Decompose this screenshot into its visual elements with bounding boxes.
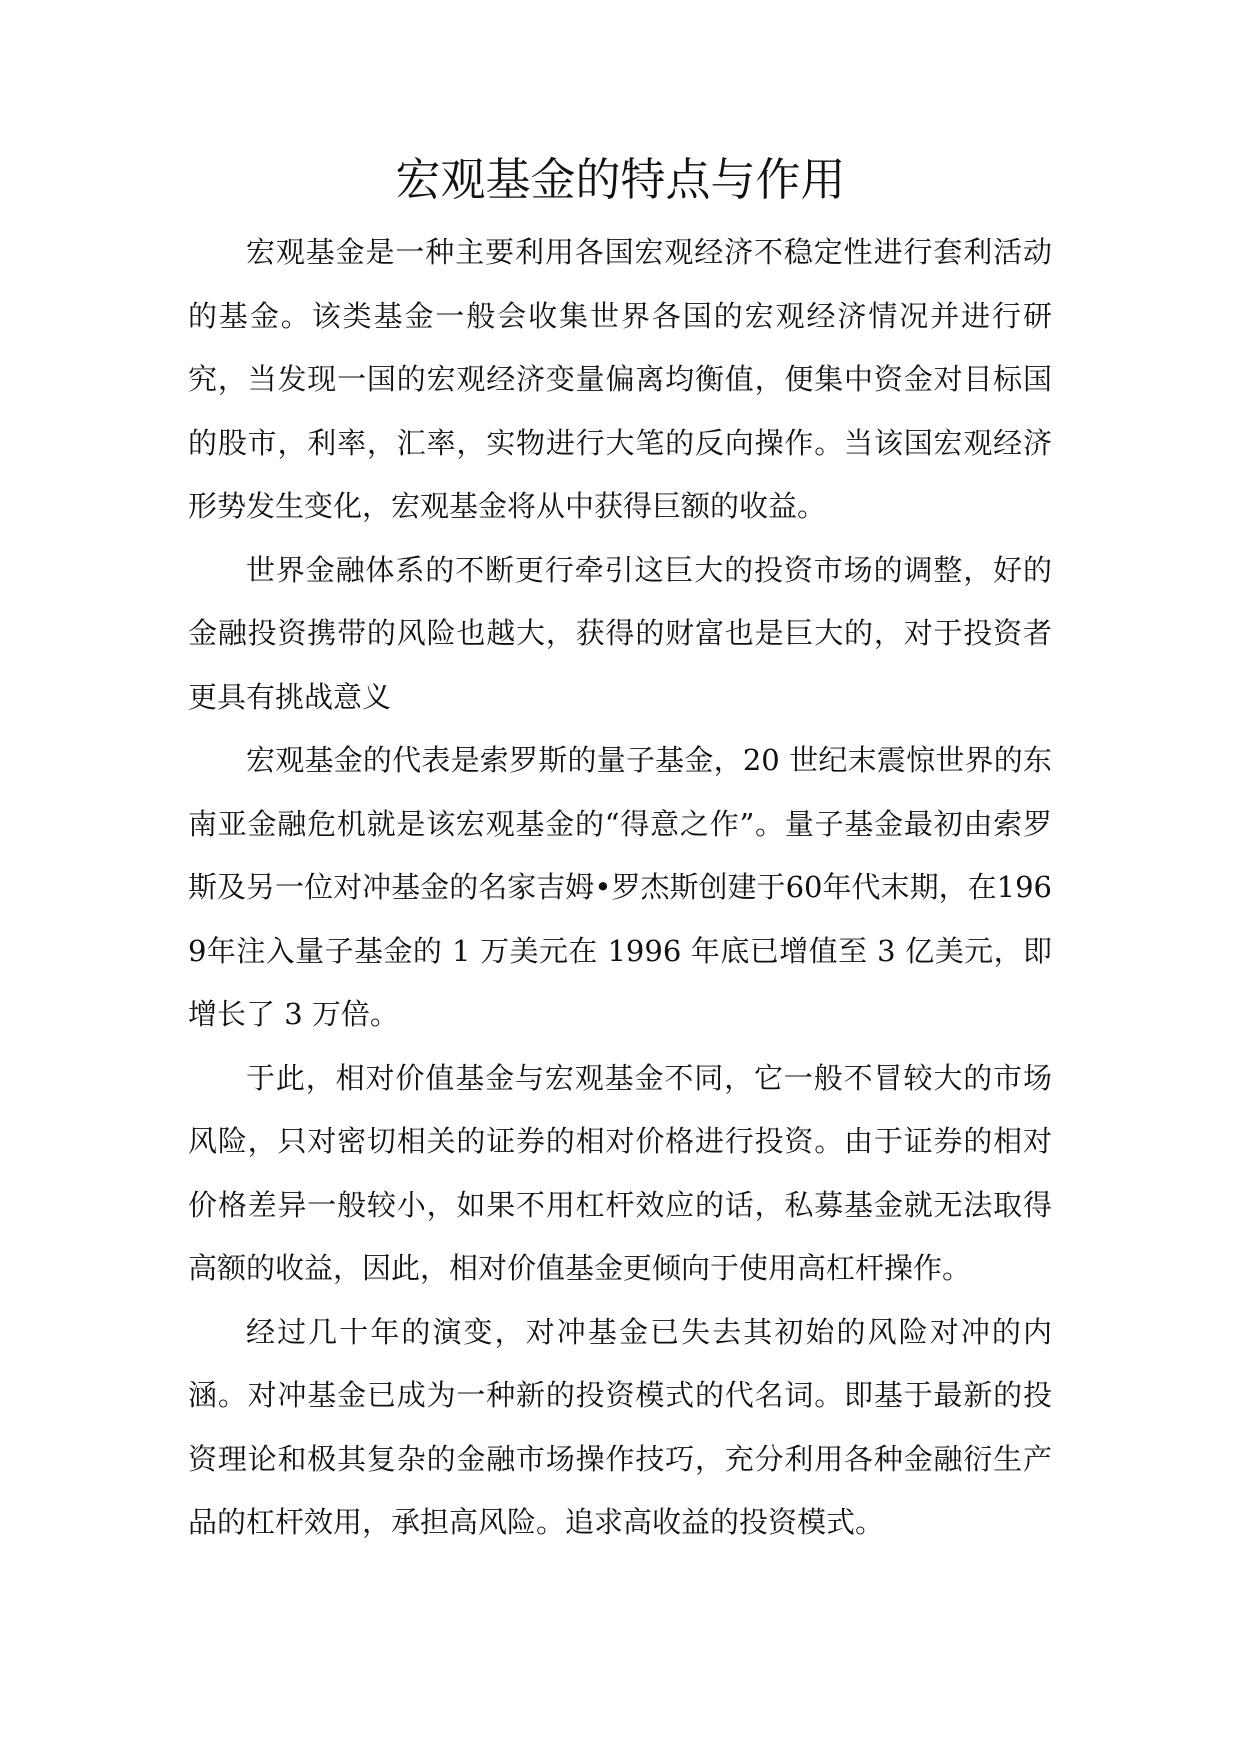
document-body [188,221,1052,1555]
document-title: 宏观基金的特点与作用 [395,153,846,206]
paragraph-2: 世界金融体系的不断更行牵引这巨大的投资市场的调整，好的金融投资携带的风险也越大，获得的财富也是巨大的，对于投资者更具有挑战意义 [188,552,1052,714]
paragraph-4: 于此，相对价值基金与宏观基金不同，它一般不冒较大的市场风险，只对密切相关的证券的相对价格进行投资。由于证券的相对价格差异一般较小，如果不用杠杆效应的话，私募基金就无法取得高额的收益，因此，相对价值基金更倾向于使用高杠杆操作。 [188,1060,1052,1285]
paragraph-5: 经过几十年的演变，对冲基金已失去其初始的风险对冲的内涵。对冲基金已成为一种新的投资模式的代名词。即基于最新的投资理论和极其复杂的金融市场操作技巧，充分利用各种金融衍生产品的杠杆效用，承担高风险。追求高收益的投资模式。 [188,1314,1052,1539]
paragraph-3: 宏观基金的代表是索罗斯的量子基金，20 世纪末震惊世界的东南亚金融危机就是该宏观基金的“得意之作”。量子基金最初由索罗斯及另一位对冲基金的名家吉姆•罗杰斯创建于60年代末期，在1969年注入量子基金的 1 万美元在 1996 年底已增值至 3 亿美元，即增长了 3 万倍。 [188,743,1052,1031]
paragraph-1: 宏观基金是一种主要利用各国宏观经济不稳定性进行套利活动的基金。该类基金一般会收集世界各国的宏观经济情况并进行研究，当发现一国的宏观经济变量偏离均衡值，便集中资金对目标国的股市，利率，汇率，实物进行大笔的反向操作。当该国宏观经济形势发生变化，宏观基金将从中获得巨额的收益。 [188,235,1052,523]
